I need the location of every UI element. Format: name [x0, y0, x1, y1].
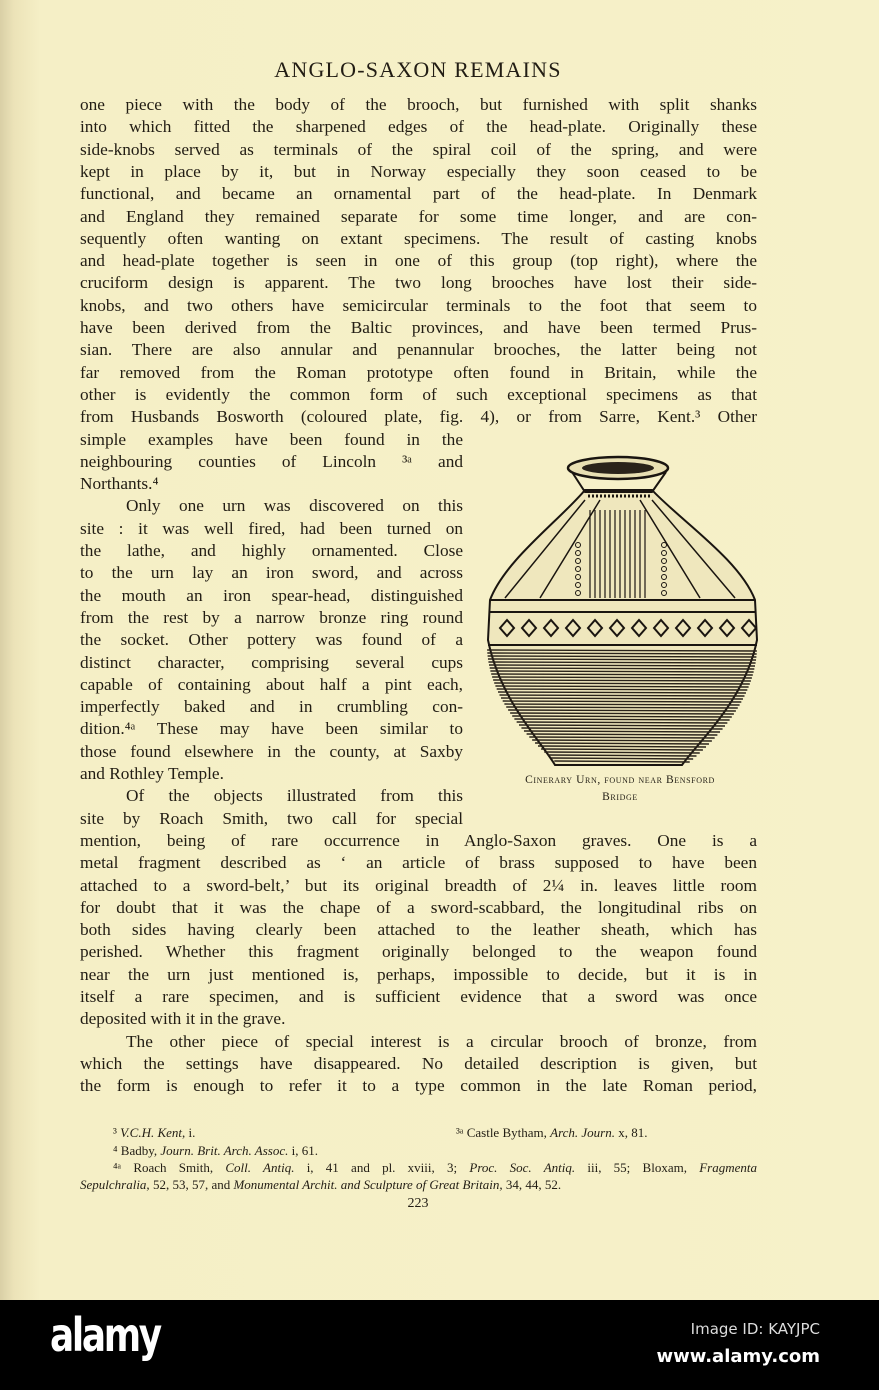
footnote-title: Arch. Journ. — [550, 1125, 615, 1140]
text-line: cruciform design is apparent. The two long brooches have lost their side- — [80, 273, 757, 293]
urn-mark — [494, 683, 750, 684]
footnote-text: x, 81. — [615, 1125, 648, 1140]
urn-mark — [497, 689, 748, 690]
text-line: kept in place by it, but in Norway especially they soon ceased to be — [80, 161, 757, 181]
figure-caption-line2: Bridge — [602, 791, 638, 803]
text-line: near the urn just mentioned is, perhaps, impossible to decide, but it is in — [80, 964, 757, 984]
cinerary-urn-illustration — [482, 452, 762, 772]
urn-mark — [508, 710, 736, 711]
text-line: both sides having clearly been attached to the leather sheath, which has — [80, 920, 757, 940]
urn-mark — [544, 752, 700, 753]
urn-mark — [548, 755, 697, 756]
footnote-text: Castle Bytham, — [466, 1125, 551, 1140]
text-line: other is evidently the common form of such exceptional specimens as that — [80, 384, 757, 404]
text-line: the lathe, and highly ornamented. Close — [80, 541, 463, 560]
urn-mark — [517, 722, 728, 723]
footnote-title: Proc. Soc. Antiq. — [469, 1160, 576, 1175]
text-line: side-knobs served as terminals of the spiral coil of the spring, and were — [80, 139, 757, 159]
urn-mark — [538, 746, 706, 747]
urn-mark — [514, 719, 729, 720]
text-line: Of the objects illustrated from this — [126, 786, 463, 806]
footnote-marker: ⁴ — [113, 1143, 121, 1158]
footnote-text: , i. — [182, 1125, 196, 1140]
text-line: deposited with it in the grave. — [80, 1009, 286, 1029]
text-line: simple examples have been found in the — [80, 429, 463, 449]
text-line: for doubt that it was the chape of a sword-scabbard, the longitudinal ribs on — [80, 897, 757, 917]
urn-mark — [488, 659, 756, 660]
urn-mark — [500, 695, 745, 696]
text-line: have been derived from the Baltic provinces, and have been termed Prus- — [80, 318, 757, 337]
urn-mark — [503, 701, 742, 702]
footnote-marker: ³ — [113, 1125, 121, 1140]
footnote-text: Badby, — [120, 1143, 161, 1158]
footnote-title: V.C.H. Kent — [120, 1125, 183, 1140]
urn-mark — [541, 749, 703, 750]
text-line: distinct character, comprising several cups — [80, 652, 463, 672]
text-line: metal fragment described as ‘ an article of brass supposed to have been — [80, 853, 757, 873]
text-line: capable of containing about half a pint each, — [80, 674, 463, 694]
urn-mark — [501, 698, 743, 699]
urn-mark — [490, 671, 753, 672]
text-line: to the urn lay an iron sword, and across — [80, 563, 463, 583]
text-line: and England they remained separate for some time longer, and are con- — [80, 206, 757, 226]
urn-mark — [491, 674, 753, 675]
footnote-4 — [113, 1142, 318, 1159]
watermark-bar — [0, 1300, 879, 1390]
footnote-title: Fragmenta — [699, 1160, 757, 1175]
urn-mark — [487, 653, 756, 654]
text-line: site : it was well fired, had been turned on — [80, 518, 463, 538]
footnote-title: Monumental Archit. and Sculpture of Great Britain, — [233, 1177, 503, 1192]
text-line: sian. There are also annular and penannular brooches, the latter being not — [80, 340, 757, 360]
urn-mark — [532, 740, 712, 741]
footnote-4a-cont — [80, 1176, 561, 1193]
footnote-text: 52, 53, 57, and — [149, 1177, 234, 1192]
footnote-text: i, 41 and pl. xviii, 3; — [294, 1160, 470, 1175]
text-line: into which fitted the sharpened edges of the head-plate. Originally these — [80, 117, 757, 137]
footnote-text: Roach Smith, — [133, 1160, 226, 1175]
text-line: mention, being of rare occurrence in Anglo-Saxon graves. One is a — [80, 830, 757, 850]
image-id: Image ID: KAYJPC — [690, 1320, 820, 1338]
text-line: The other piece of special interest is a circular brooch of bronze, from — [126, 1031, 757, 1051]
urn-mark — [510, 713, 734, 714]
text-line: Only one urn was discovered on this — [126, 496, 463, 516]
footnote-marker: ⁴ᵃ — [113, 1160, 134, 1175]
urn-mark — [504, 704, 739, 705]
text-line: sequently often wanting on extant specimens. The result of casting knobs — [80, 228, 757, 248]
text-line: from the rest by a narrow bronze ring round — [80, 607, 463, 627]
footnote-title: Sepulchralia, — [80, 1177, 150, 1192]
urn-mark — [488, 656, 757, 657]
urn-mark — [490, 668, 755, 669]
figure-caption: Cinerary Urn, found near Bensford — [525, 774, 715, 786]
text-line: and head-plate together is seen in one of this group (top right), where the — [80, 251, 757, 271]
text-line: the form is enough to refer it to a type common in the late Roman period, — [80, 1076, 757, 1096]
footnote-4a — [113, 1159, 757, 1176]
urn-mark — [512, 716, 732, 717]
urn-mark — [506, 707, 738, 708]
urn-mark — [554, 761, 689, 762]
text-line: neighbouring counties of Lincoln ³ᵃ and — [80, 451, 463, 471]
urn-mark — [524, 731, 720, 732]
footnote-title: Coll. Antiq. — [225, 1160, 295, 1175]
text-line: from Husbands Bosworth (coloured plate, fig. 4), or from Sarre, Kent.³ Other — [80, 407, 757, 427]
text-line: dition.⁴ᵃ These may have been similar to — [80, 719, 463, 739]
text-line: the socket. Other pottery was found of a — [80, 630, 463, 650]
footnote-text: 34, 44, 52. — [502, 1177, 562, 1192]
footnote-3a — [456, 1124, 648, 1141]
text-line: and Rothley Temple. — [80, 764, 224, 783]
running-header: ANGLO-SAXON REMAINS — [274, 57, 562, 82]
page-number: 223 — [407, 1196, 429, 1211]
urn-mark — [493, 680, 751, 681]
text-line: those found elsewhere in the county, at Saxby — [80, 741, 463, 761]
footnote-text: i, 61. — [288, 1143, 318, 1158]
urn-mark — [521, 728, 722, 729]
urn-mark — [527, 734, 718, 735]
text-line: the mouth an iron spear-head, distinguished — [80, 585, 463, 605]
urn-mark — [498, 692, 746, 693]
urn-mark — [519, 725, 725, 726]
urn-mark — [489, 665, 755, 666]
urn-mark — [492, 677, 752, 678]
text-line: site by Roach Smith, two call for special — [80, 808, 463, 828]
urn-mark — [488, 662, 755, 663]
text-line: far removed from the Roman prototype often found in Britain, while the — [80, 362, 757, 382]
text-line: Northants.⁴ — [80, 474, 159, 494]
urn-mark — [551, 758, 693, 759]
urn-mark — [529, 737, 714, 738]
alamy-logo: alamy — [50, 1308, 160, 1362]
text-line: one piece with the body of the brooch, but furnished with split shanks — [80, 95, 757, 114]
text-line: knobs, and two others have semicircular terminals to the foot that seem to — [80, 295, 757, 315]
footnote-3 — [113, 1124, 195, 1141]
footnote-marker: ³ᵃ — [456, 1125, 467, 1140]
footnote-title: Journ. Brit. Arch. Assoc. — [160, 1143, 289, 1158]
site-url: www.alamy.com — [656, 1346, 820, 1367]
text-line: functional, and became an ornamental part of the head-plate. In Denmark — [80, 184, 757, 204]
text-line: perished. Whether this fragment originally belonged to the weapon found — [80, 942, 757, 962]
urn-mark — [535, 743, 709, 744]
text-line: itself a rare specimen, and is sufficient evidence that a sword was once — [80, 987, 757, 1006]
text-line: attached to a sword-belt,’ but its original breadth of 2¼ in. leaves little room — [80, 875, 757, 895]
footnote-text: iii, 55; Bloxam, — [575, 1160, 700, 1175]
urn-mark — [487, 650, 757, 651]
text-line: which the settings have disappeared. No detailed description is given, but — [80, 1053, 757, 1073]
text-line: imperfectly baked and in crumbling con- — [80, 697, 463, 717]
urn-mark — [495, 686, 748, 687]
